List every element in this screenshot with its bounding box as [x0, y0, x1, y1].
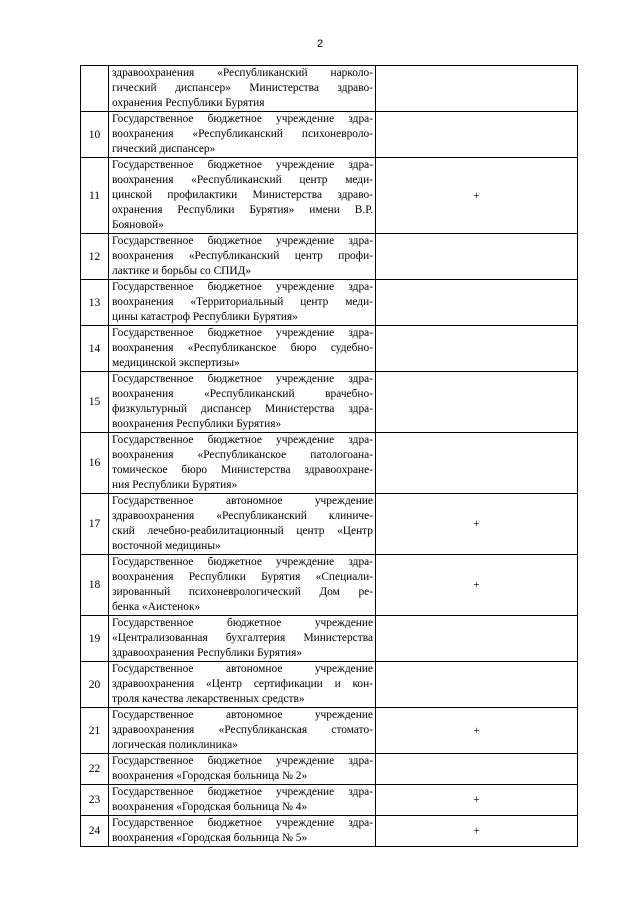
institution-name-cell [109, 112, 376, 158]
row-number-cell: 20 [81, 662, 109, 708]
row-number-cell: 15 [81, 372, 109, 433]
table-row [81, 158, 578, 234]
table-row [81, 785, 578, 816]
institution-name-line: гический диспансер» Министерства здраво- [112, 82, 373, 94]
institution-name-line: «Централизованная бухгалтерия Министерства [112, 632, 373, 644]
mark-cell [376, 372, 578, 433]
institutions-table [80, 65, 578, 847]
mark-cell [376, 616, 578, 662]
page-number: 2 [316, 38, 324, 50]
institution-name-line: логическая поликлиника» [112, 739, 238, 751]
table-row [81, 708, 578, 754]
institution-name-cell [109, 66, 376, 112]
institution-name-line: Государственное бюджетное учреждение здра- [112, 281, 373, 293]
institution-name-cell [109, 816, 376, 847]
row-number-cell: 10 [81, 112, 109, 158]
row-number-cell: 21 [81, 708, 109, 754]
row-number-cell: 23 [81, 785, 109, 816]
table-row [81, 754, 578, 785]
institution-name-line: воохранения «Городская больница № 2» [112, 770, 308, 782]
institution-name-cell [109, 372, 376, 433]
institution-name-line: Государственное автономное учреждение [112, 495, 373, 507]
institution-name-line: Государственное бюджетное учреждение здра- [112, 373, 373, 385]
institution-name-line: Государственное бюджетное учреждение здра- [112, 786, 373, 798]
institution-name-line: здравоохранения «Республиканская стомато- [112, 724, 373, 736]
row-number-cell: 17 [81, 494, 109, 555]
mark-cell [376, 662, 578, 708]
institution-name-line: воохранения «Республиканский центр меди- [112, 174, 373, 186]
row-number-cell: 18 [81, 555, 109, 616]
institution-name-line: Государственное бюджетное учреждение здра- [112, 327, 373, 339]
institution-name-line: Государственное бюджетное учреждение здра- [112, 235, 373, 247]
mark-cell: + [376, 494, 578, 555]
institution-name-line: воохранения Республики Бурятия» [112, 418, 282, 430]
row-number-cell: 19 [81, 616, 109, 662]
institution-name-line: гический диспансер» [112, 143, 216, 155]
table-row [81, 326, 578, 372]
table-row [81, 494, 578, 555]
mark-cell [376, 112, 578, 158]
institution-name-line: цинской профилактики Министерства здраво- [112, 189, 373, 201]
institution-name-cell [109, 234, 376, 280]
institution-name-cell [109, 494, 376, 555]
institution-name-line: воохранения «Городская больница № 4» [112, 801, 308, 813]
institution-name-line: медицинской экспертизы» [112, 357, 240, 369]
institution-name-line: Государственное бюджетное учреждение здра- [112, 159, 373, 171]
mark-cell [376, 280, 578, 326]
row-number-cell: 12 [81, 234, 109, 280]
institution-name-line: зированный психоневрологический Дом ре- [112, 586, 373, 598]
mark-cell: + [376, 785, 578, 816]
institution-name-cell [109, 555, 376, 616]
table-row [81, 433, 578, 494]
mark-cell: + [376, 816, 578, 847]
institution-name-line: цины катастроф Республики Бурятия» [112, 311, 298, 323]
table-row [81, 816, 578, 847]
institution-name-line: лактике и борьбы со СПИД» [112, 265, 252, 277]
row-number-cell: 16 [81, 433, 109, 494]
table-row [81, 372, 578, 433]
institution-name-line: Государственное бюджетное учреждение здра- [112, 817, 373, 829]
institution-name-line: ния Республики Бурятия» [112, 479, 238, 491]
institution-name-line: воохранения «Республиканский врачебно- [112, 388, 373, 400]
institution-name-line: физкультурный диспансер Министерства здра- [112, 403, 373, 415]
institution-name-line: Государственное бюджетное учреждение здра- [112, 434, 373, 446]
table-row [81, 662, 578, 708]
table-row [81, 280, 578, 326]
institution-name-line: здравоохранения «Республиканский нарколо- [112, 67, 373, 79]
mark-cell [376, 754, 578, 785]
institution-name-cell [109, 708, 376, 754]
institution-name-cell [109, 280, 376, 326]
institution-name-line: охранения Республики Бурятия» имени В.Р. [112, 204, 373, 216]
row-number-cell: 11 [81, 158, 109, 234]
institution-name-line: воохранения «Республиканское патологоана- [112, 449, 373, 461]
institution-name-cell [109, 754, 376, 785]
institution-name-line: здравоохранения «Центр сертификации и кон- [112, 678, 373, 690]
row-number-cell: 24 [81, 816, 109, 847]
institution-name-cell [109, 785, 376, 816]
row-number-cell: 22 [81, 754, 109, 785]
mark-cell [376, 66, 578, 112]
institution-name-line: воохранения «Республиканский психоневроло- [112, 128, 373, 140]
table-row [81, 234, 578, 280]
row-number-cell: 14 [81, 326, 109, 372]
institution-name-line: восточной медицины» [112, 540, 221, 552]
institution-name-cell [109, 326, 376, 372]
institution-name-line: воохранения «Республиканский центр профи- [112, 250, 373, 262]
mark-cell [376, 433, 578, 494]
institution-name-line: воохранения «Республиканское бюро судебно- [112, 342, 373, 354]
table-row [81, 555, 578, 616]
institution-name-cell [109, 616, 376, 662]
mark-cell [376, 326, 578, 372]
institution-name-line: Бояновой» [112, 219, 164, 231]
table-row [81, 66, 578, 112]
institution-name-line: Государственное бюджетное учреждение здра- [112, 556, 373, 568]
institution-name-line: Государственное бюджетное учреждение [112, 617, 373, 629]
institution-name-line: воохранения «Территориальный центр меди- [112, 296, 373, 308]
institution-name-line: томическое бюро Министерства здравоохране- [112, 464, 373, 476]
institution-name-cell [109, 433, 376, 494]
institution-name-line: ский лечебно-реабилитационный центр «Центр [112, 525, 373, 537]
institution-name-line: бенка «Аистенок» [112, 601, 201, 613]
table-body [81, 66, 578, 847]
row-number-cell [81, 66, 109, 112]
institution-name-cell [109, 662, 376, 708]
mark-cell: + [376, 158, 578, 234]
institution-name-line: воохранения Республики Бурятия «Специали- [112, 571, 373, 583]
institution-name-line: здравоохранения «Республиканский клиниче- [112, 510, 373, 522]
mark-cell: + [376, 555, 578, 616]
institution-name-line: охранения Республики Бурятия [112, 97, 265, 109]
mark-cell: + [376, 708, 578, 754]
institution-name-line: Государственное бюджетное учреждение здра- [112, 113, 373, 125]
table-row [81, 112, 578, 158]
institution-name-cell [109, 158, 376, 234]
mark-cell [376, 234, 578, 280]
institution-name-line: Государственное бюджетное учреждение здра- [112, 755, 373, 767]
table-row [81, 616, 578, 662]
institution-name-line: троля качества лекарственных средств» [112, 693, 305, 705]
institution-name-line: воохранения «Городская больница № 5» [112, 832, 308, 844]
institution-name-line: Государственное автономное учреждение [112, 663, 373, 675]
row-number-cell: 13 [81, 280, 109, 326]
institution-name-line: Государственное автономное учреждение [112, 709, 373, 721]
institution-name-line: здравоохранения Республики Бурятия» [112, 647, 303, 659]
